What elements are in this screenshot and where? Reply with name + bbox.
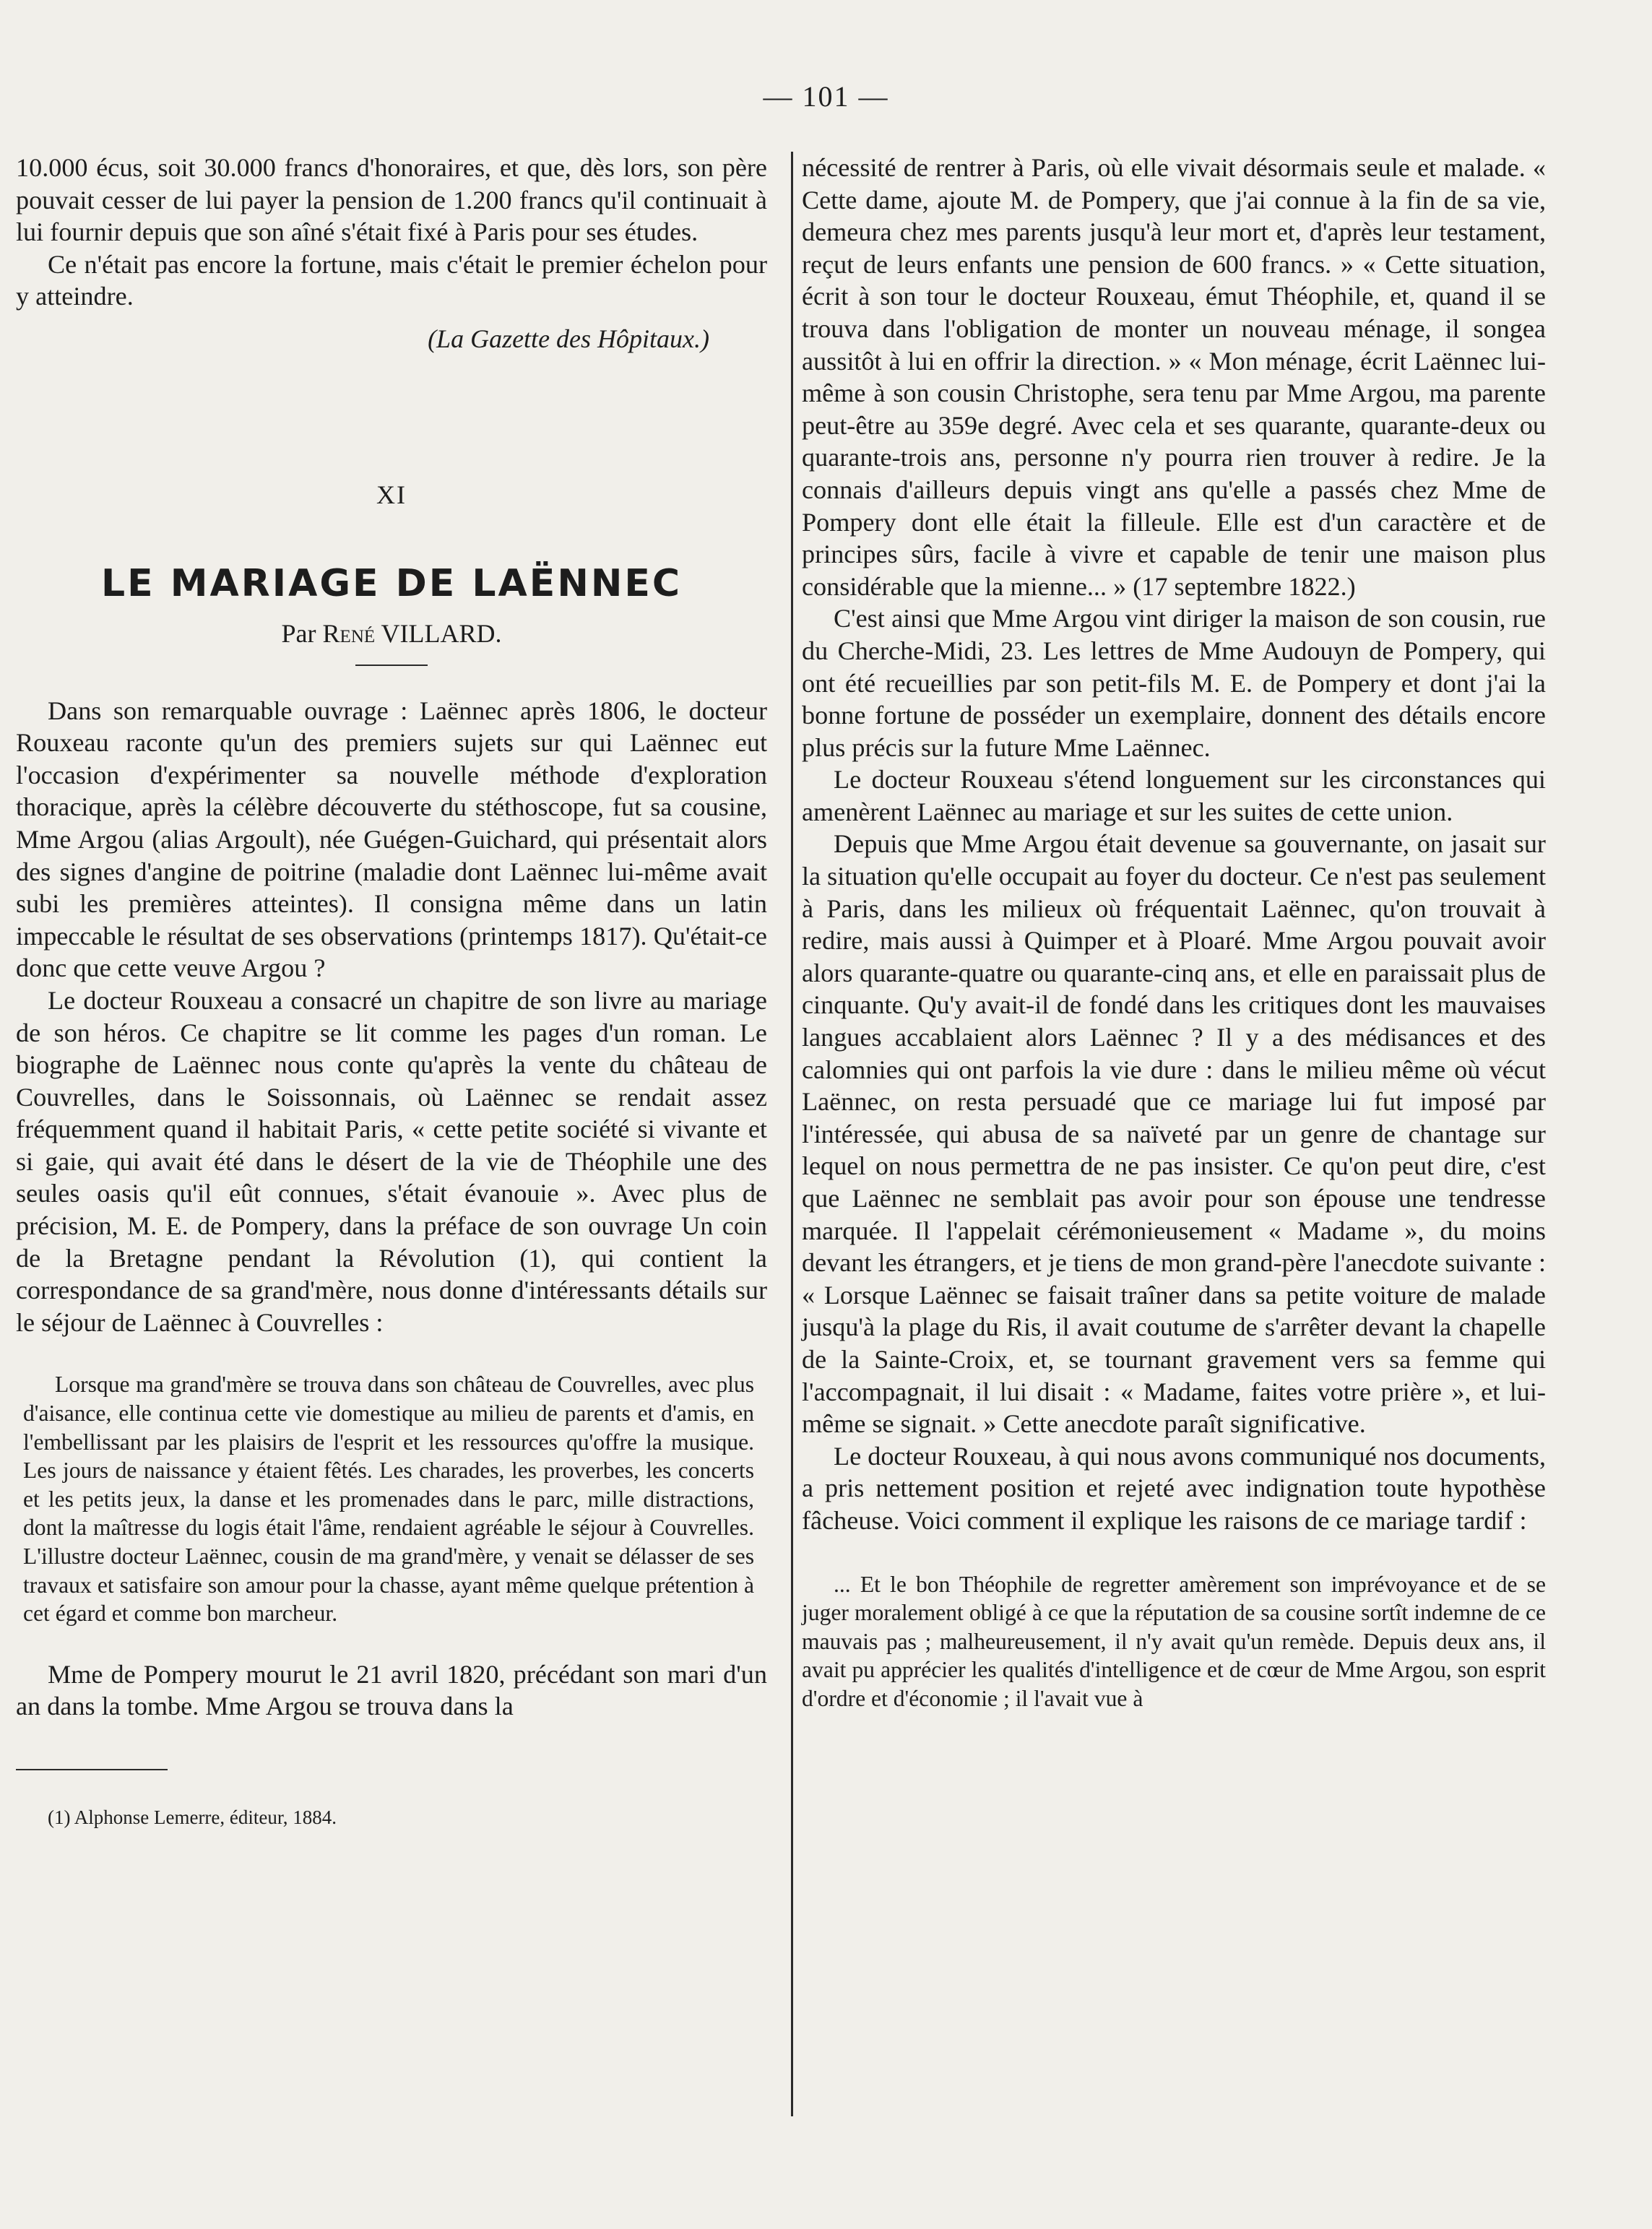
continuation-paragraph-2: Ce n'était pas encore la fortune, mais c'était le premier échelon pour y atteindre. — [16, 249, 767, 311]
paragraph: Le docteur Rouxeau s'étend longuement sur les circonstances qui amenèrent Laënnec au mariage et sur les suites de cette union. — [802, 765, 1546, 826]
paragraph: nécessité de rentrer à Paris, où elle vivait désormais seule et malade. « Cette dame, ajoute M. de Pompery, que j'ai connue à la fin de sa vie, demeura chez mes parents jusqu'à leur mort et, d'après leur testament, reçut de leurs enfants une pension de 600 francs. » « Cette situation, écrit à son tour le docteur Rouxeau, émut Théophile, et, quand il se trouva dans l'obligation de monter un nouveau ménage, il songea aussitôt à lui en offrir la direction. » « Mon ménage, écrit Laënnec lui-même à son cousin Christophe, sera tenu par Mme Argou, ma parente peut-être au 359e degré. Avec cela et ses quarante, quarante-deux ou quarante-trois ans, personne n'y pourra rien trouver à redire. Je la connais d'ailleurs depuis vingt ans qu'elle a passés chez Mme de Pompery dont elle était la filleule. Elle est d'un caractère et de principes sûrs, facile à vivre et capable de tenir une maison plus considérable que la mienne... » (17 septembre 1822.) — [802, 153, 1546, 601]
right-column — [802, 152, 1546, 1744]
section-number: XI — [376, 480, 407, 509]
byline-author: René VILLARD. — [322, 618, 502, 648]
continuation-paragraph: 10.000 écus, soit 30.000 francs d'honoraires, et que, dès lors, son père pouvait cesser de lui payer la pension de 1.200 francs qu'il continuait à lui fournir depuis que son aîné s'était fixé à Paris pour ses études. — [16, 153, 767, 247]
paragraph: Depuis que Mme Argou était devenue sa gouvernante, on jasait sur la situation qu'elle occupait au foyer du docteur. Ce n'est pas seulement à Paris, dans les milieux où fréquentait Laënnec, qu'on trouvait à redire, mais aussi à Quimper et à Ploaré. Mme Argou pouvait avoir alors quarante-quatre ou quarante-cinq ans, et elle en paraissait plus de cinquante. Qu'y avait-il de fondé dans les critiques dont les mauvaises langues accablaient alors Laënnec ? Il y a des médisances et des calomnies qui ont parfois la vie dure : dans le milieu même où vécut Laënnec, on resta persuadé que ce mariage lui fut imposé par l'intéressée, qui abusa de sa naïveté par un genre de chantage sur lequel on nous permettra de ne pas insister. Ce qu'on peut dire, c'est que Laënnec ne semblait pas avoir pour son épouse une tendresse marquée. Il l'appelait cérémonieusement « Madame », du moins devant les étrangers, et je tiens de mon grand-père l'anecdote suivante : « Lorsque Laënnec se faisait traîner dans sa petite voiture de malade jusqu'à la plage du Ris, il avait coutume de s'arrêter devant la chapelle de la Sainte-Croix, et, se tournant gravement vers sa femme qui l'accompagnait, il lui disait : « Madame, faites votre prière », et lui-même se signait. » Cette anecdote paraît significative. — [802, 829, 1547, 1439]
article-title: LE MARIAGE DE LAËNNEC — [100, 561, 683, 605]
block-quote: ... Et le bon Théophile de regretter amèrement son imprévoyance et de se juger moralement obligé à ce que la réputation de sa cousine sortît indemne de ce mauvais pas ; malheureusement, il n'y avait qu'un remède. Depuis deux ans, il avait pu apprécier les qualités d'intelligence et de cœur de Mme Argou, son esprit d'ordre et d'économie ; il l'avait vue à — [802, 1571, 1546, 1711]
paragraph: Le docteur Rouxeau, à qui nous avons communiqué nos documents, a pris nettement position et rejeté avec indignation toute hypothèse fâcheuse. Voici comment il explique les raisons de ce mariage tardif : — [802, 1441, 1546, 1535]
byline — [16, 618, 767, 649]
left-column — [16, 152, 767, 1829]
paragraph: Mme de Pompery mourut le 21 avril 1820, précédant son mari d'un an dans la tombe. Mme Argou se trouva dans la — [16, 1659, 767, 1721]
block-quote: Lorsque ma grand'mère se trouva dans son château de Couvrelles, avec plus d'aisance, elle continua cette vie domestique au milieu de parents et d'amis, en l'embellissant par les plaisirs de l'esprit et les ressources qu'offre la musique. Les jours de naissance y étaient fêtés. Les charades, les proverbes, les concerts et les petits jeux, la danse et les promenades dans le parc, mille distractions, dont la maîtresse du logis était l'âme, rendaient agréable le séjour à Couvrelles. L'illustre docteur Laënnec, cousin de ma grand'mère, y venait se délasser de ses travaux et satisfaire son amour pour la chasse, ayant même quelque prétention à cet égard et comme bon marcheur. — [23, 1372, 754, 1627]
byline-prefix: Par — [281, 618, 316, 648]
title-separator — [355, 665, 428, 666]
paragraph: Le docteur Rouxeau a consacré un chapitre de son livre au mariage de son héros. Ce chapitre se lit comme les pages d'un roman. Le biographe de Laënnec nous conte qu'après la vente du château de Couvrelles, dans le Soissonnais, où Laënnec se rendait assez fréquemment quand il habitait Paris, « cette petite société si vivante et si gaie, qui avait été dans le désert de la vie de Théophile une des seules oasis qu'il eût connues, s'était évanouie ». Avec plus de précision, M. E. de Pompery, dans la préface de son ouvrage Un coin de la Bretagne pendant la Révolution (1), qui contient la correspondance de sa grand'mère, nous donne d'intéressants détails sur le séjour de Laënnec à Couvrelles : — [16, 985, 767, 1337]
footnote-separator — [16, 1769, 168, 1770]
paragraph: Dans son remarquable ouvrage : Laënnec après 1806, le docteur Rouxeau raconte qu'un des premiers sujets sur qui Laënnec eut l'occasion d'expérimenter sa nouvelle méthode d'exploration thoracique, après la célèbre découverte du stéthoscope, fut sa cousine, Mme Argou (alias Argoult), née Guégen-Guichard, qui présentait alors des signes d'angine de poitrine (maladie dont Laënnec lui-même avait subi les premières atteintes). Il consigna même dans un latin impeccable le résultat de ses observations (printemps 1817). Qu'était-ce donc que cette veuve Argou ? — [16, 696, 767, 983]
paragraph: C'est ainsi que Mme Argou vint diriger la maison de son cousin, rue du Cherche-Midi, 23. Les lettres de Mme Audouyn de Pompery, qui ont été recueillies par son petit-fils M. E. de Pompery et dont j'ai la bonne fortune de posséder un exemplaire, donnent des détails encore plus précis sur la future Mme Laënnec. — [802, 604, 1546, 762]
column-divider — [791, 152, 793, 2116]
source-citation: (La Gazette des Hôpitaux.) — [428, 324, 709, 353]
footnote: (1) Alphonse Lemerre, éditeur, 1884. — [48, 1806, 337, 1828]
page-number: — 101 — — [763, 80, 889, 113]
